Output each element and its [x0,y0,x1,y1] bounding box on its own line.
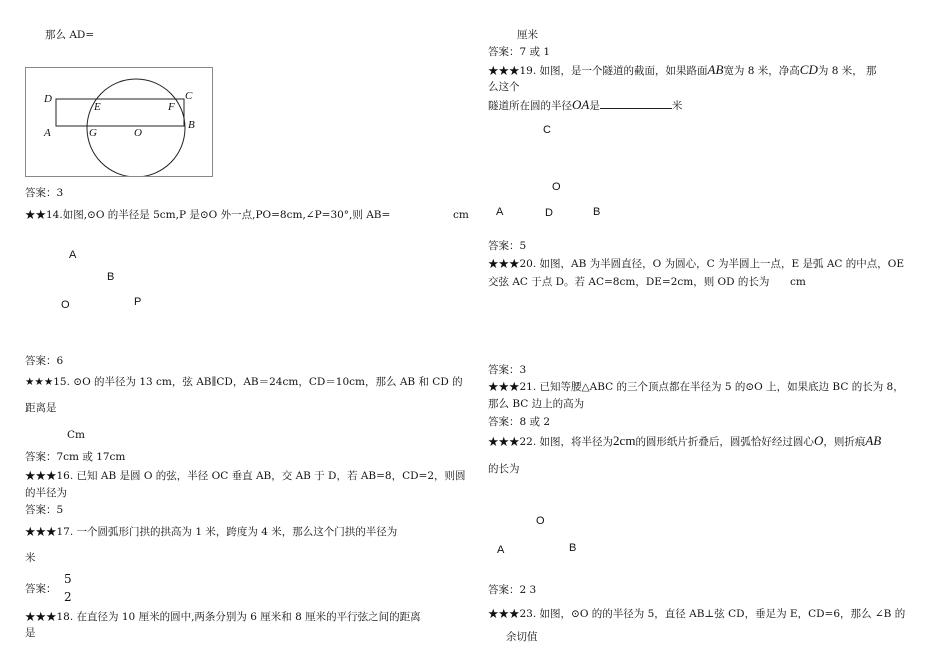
question-20-line2: 交弦 AC 于点 D。若 AC=8cm，DE=2cm，则 OD 的长为 [488,276,770,288]
question-23-line1: ★★★23. 如图，⊙O 的的半径为 5，直径 AB⊥弦 CD，垂足为 E，CD=6，那么 ∠B 的 [488,608,906,620]
q14-label-a: A [69,249,77,261]
answer-17-denominator: 2 [64,590,72,604]
question-23-line2: 余切值 [506,631,538,643]
question-16-line1: ★★★16. 已知 AB 是圆 O 的弦，半径 OC 垂直 AB，交 AB 于 D，若 AB=8，CD=2，则圆 [25,470,466,482]
q19-cd: CD [799,62,818,77]
q22-ab: AB [865,433,882,448]
question-22-line2: 的长为 [488,463,520,475]
question-17-unit: 米 [25,552,36,564]
q19-line3-text-b: 是 [589,100,600,112]
q19-text-c: 为 8 米， 那 [817,65,877,77]
q14-label-p: P [134,296,142,308]
question-15-line2: 距离是 [25,402,57,414]
q19-line3-text-a: 隧道所在圆的半径 [488,100,572,112]
question-17: ★★★17. 一个圆弧形门拱的拱高为 1 米，跨度为 4 米，那么这个门拱的半径为 [25,526,398,538]
label-g: G [89,127,97,139]
label-o: O [134,127,142,139]
q22-label-b: B [569,542,577,554]
q19-label-b: B [593,206,601,218]
unit-centimeter: 厘米 [517,29,538,41]
answer-17-numerator: 5 [64,572,72,586]
answer-17-label: 答案： [25,583,57,595]
q19-text-b: 宽为 8 米，净高 [723,65,800,77]
label-a: A [44,127,51,139]
q19-label-a: A [496,206,504,218]
question-15-line1: ★★★15. ⊙O 的半径为 13 cm，弦 AB∥CD，AB＝24cm，CD＝10cm，那么 AB 和 CD 的 [25,376,463,388]
question-16-line2: 的半径为 [25,487,67,499]
question-19-line3 [488,98,682,113]
question-18-line1: ★★★18. 在直径为 10 厘米的圆中,两条分别为 6 厘米和 8 厘米的平行弦之间的距离 [25,611,421,623]
label-e: E [94,101,101,113]
q22-text-a: ★★★22. 如图，将半径为 [488,436,614,448]
q19-oa: OA [572,97,590,112]
label-f: F [168,101,175,113]
question-14-unit: cm [453,209,469,221]
q22-text-b: 的圆形纸片折叠后，圆弧恰好经过圆心 [635,436,814,448]
q19-ab: AB [707,62,724,77]
q19-label-o: O [552,181,561,193]
answer-20: 答案：3 [488,364,527,376]
answer-22: 答案：2 3 [488,584,537,596]
answer-21: 答案：8 或 2 [488,416,551,428]
question-21-line1: ★★★21. 已知等腰△ABC 的三个顶点都在半径为 5 的⊙O 上，如果底边 BC 的长为 8， [488,381,904,393]
question-20-line1: ★★★20. 如图，AB 为半圆直径，O 为圆心，C 为半圆上一点，E 是弧 AC 的中点，OE [488,258,905,270]
answer-14: 答案：6 [25,355,64,367]
answer-15: 答案：7cm 或 17cm [25,451,126,463]
question-15-unit: Cm [67,429,85,441]
question-22-line1 [488,434,881,449]
rectangle-abcd [56,99,184,126]
q19-unit: 米 [671,100,683,112]
answer-19: 答案：5 [488,240,527,252]
question-20-unit: cm [790,276,806,288]
question-14: ★★14.如图,⊙O 的半径是 5cm,P 是⊙O 外一点,PO=8cm,∠P=30°,则 AB= [25,209,391,221]
answer-18: 答案：7 或 1 [488,46,551,58]
question-18-line2: 是 [25,627,36,639]
q22-text-c: ，则折痕 [823,436,866,448]
question-19-line2: 么这个 [488,81,520,93]
question-21-line2: 那么 BC 边上的高为 [488,398,585,410]
q19-text-a: ★★★19. 如图，是一个隧道的截面，如果路面 [488,65,708,77]
q22-o: O [813,433,824,448]
figure-rectangle-circle [25,67,213,177]
label-c: C [185,90,193,102]
q22-2cm: 2cm [613,433,636,448]
question-19-line1 [488,63,877,78]
intro-text: 那么 AD= [45,29,95,41]
q22-label-a: A [497,544,505,556]
label-b: B [188,119,195,131]
q19-label-d: D [545,207,553,219]
answer-13: 答案：3 [25,187,64,199]
figure-rectangle-circle-drawing [26,68,212,176]
label-d: D [44,93,52,105]
q14-label-b: B [107,271,115,283]
answer-16: 答案：5 [25,504,64,516]
q22-label-o: O [536,515,545,527]
q19-label-c: C [543,124,551,136]
q14-label-o: O [61,299,70,311]
q19-answer-blank [600,98,672,109]
